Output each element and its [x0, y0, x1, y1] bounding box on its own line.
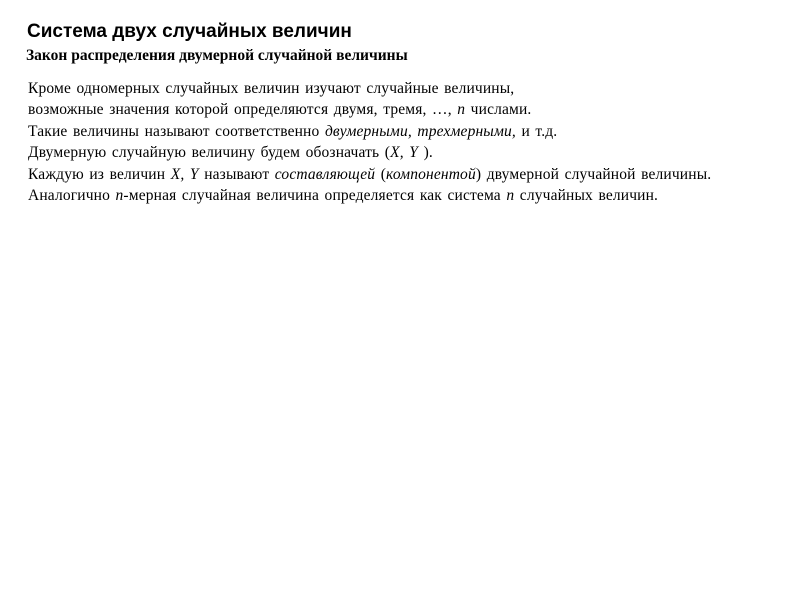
text-segment: Такие величины называют соответственно	[28, 122, 325, 140]
text-line-6	[28, 185, 788, 206]
text-segment: возможные значения которой определяются двумя, тремя, …,	[28, 101, 458, 119]
text-line-5	[28, 164, 788, 185]
italic-term: двумерными, трехмерными,	[324, 122, 516, 140]
text-line-3	[28, 121, 788, 142]
text-segment: ) двумерной случайной величины.	[475, 165, 712, 183]
text-segment: (	[375, 165, 387, 183]
text-line-1	[28, 78, 788, 99]
italic-term: составляющей	[274, 165, 376, 183]
body-text	[28, 78, 788, 206]
text-segment: ).	[418, 144, 433, 162]
text-segment: случайных величин.	[514, 186, 659, 204]
text-segment: и т.д.	[515, 122, 558, 140]
italic-variable: X, Y	[170, 165, 199, 183]
slide-subtitle: Закон распределения двумерной случайной величины	[26, 47, 408, 64]
text-segment: Аналогично	[28, 186, 116, 204]
italic-variable: n	[115, 186, 124, 204]
text-segment: называют	[198, 165, 275, 183]
text-segment: Двумерную случайную величину будем обозначать (	[28, 144, 391, 162]
italic-term: компонентой	[386, 165, 476, 183]
text-segment: Каждую из величин	[28, 165, 171, 183]
text-segment: -мерная случайная величина определяется как система	[123, 186, 507, 204]
italic-variable: n	[506, 186, 515, 204]
text-line-2	[28, 99, 788, 120]
text-segment: числами.	[465, 101, 532, 119]
italic-variable: X, Y	[390, 144, 419, 162]
italic-variable: n	[457, 101, 466, 119]
text-segment: Кроме одномерных случайных величин изучают случайные величины,	[28, 80, 515, 97]
slide-title: Система двух случайных величин	[27, 21, 352, 42]
text-line-4	[28, 142, 788, 163]
